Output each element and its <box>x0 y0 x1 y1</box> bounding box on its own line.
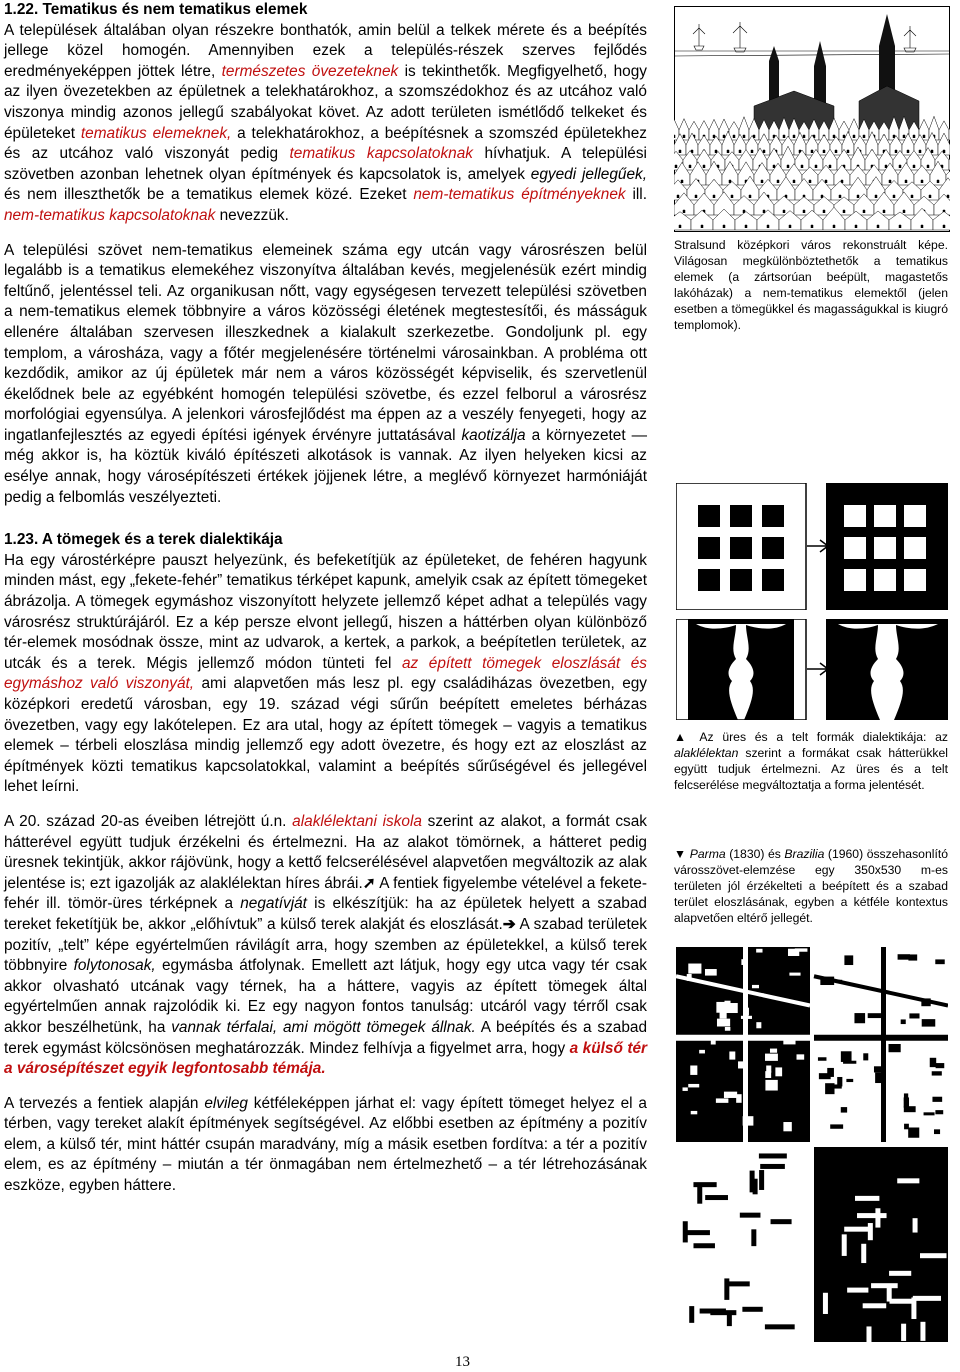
parma-brazilia-maps-figure <box>676 947 948 1342</box>
paragraph-design-approach: A tervezés a fentiek alapján elvileg kétféleképpen járhat el: vagy épített tömeget helyez el a térben, vagy tereket alakít építmények segítségével. Az előbbi esetben az építmény a pozitív elem, a külső tér, mint háttér csupán maradvány, míg a másik esetben fordítva: a tér a pozitív elem, es az építmény – miután a tér önmagában nem értelmezhető – a tér létrehozásának eszköze, egyben háttere. <box>4 1094 647 1195</box>
section-heading-1-22: 1.22. Tematikus és nem tematikus elemek <box>4 1 308 18</box>
gestalt-caption: ▲ Az üres és a telt formák dialektikája: az alaklélektan szerint a formákat csak hátterükkel együtt tudjuk értelmezni. Az üres és a telt felcserélése megváltoztatja a forma jelentését. <box>674 730 948 792</box>
paragraph-non-thematic: A települési szövet nem-tematikus elemeinek száma egy utcán vagy városrészen belül legalább is a tematikus elemekéhez viszonyítva általában kevés, megjelenésük ezért mindig feltűnő, jelentéssel teli. Az organikusan nőtt, vagy egységesen tervezett települési szövetben a nem-tematikus elemek többnyire a város közösségi életének megtestesítői, és másságuk ellenére általában szervesen illeszkednek a kialakult szerkezetbe. Gondoljunk pl. egy templom, a városháza, vagy a főtér megjelenésére történelmi városainkban. A probléma ott kezdődik, amikor az új épületek már nem a város közösségét képviselik, és szervetlenül ékelődnek bele az egyébként homogén települési szövetbe, és ezzel felborul a városrész morfológiai egyensúlya. A jelenkori városfejlődést ma éppen az a veszély fenyegeti, hogy az ingatlanfejlesztés az egyedi építési igények érvényre juttatásával kaotizálja a környezetet — még akkor is, ha köztük kiváló építészeti alkotások is vannak. Az ilyen helyeken kicsi az esélye annak, hogy városépítészeti értékek jöjjenek létre, a meglévő környezet harmóniáját pedig a felbomlás veszélyezteti. <box>4 241 647 506</box>
figure-ground-squares-figure <box>676 483 948 610</box>
stralsund-engraving-figure <box>674 6 950 232</box>
page-number: 13 <box>455 1354 470 1370</box>
section-heading-1-23: 1.23. A tömegek és a terek dialektikája <box>4 531 283 549</box>
paragraph-gestalt: A 20. század 20-as éveiben létrejött ú.n. alaklélektani iskola szerint az alakot, a formát csak hátterével együtt tudjuk érzékelni és értelmezni. Ha az alakot tömörnek, a hátteret pedig üresnek tekintjük, akkor rájövünk, hogy a kettő felcserélésével alapvetően megváltozik az alak jelentése is; ezt igazolják az alaklélektan híres ábrái.➚ A fentiek figyelembe vételével a fekete-fehér ill. tömör-üres térképnek a negatívját is elkészítjük: ha az épületek helyett a szabad tereket feketítjük be, akkor „előhívtuk” a külső terek alakját és eloszlását.➔ A szabad területek pozitív, „telt” képe egyértelműen rávilágít arra, hogy szemben az épületekkel, a külső terek többnyire folytonosak, egymásba átfolynak. Emellett azt látjuk, hogy egy utca vagy tér csak akkor olvasható utcának vagy térnek, ha a háttere, vagyis az épített tömegek által egyértelműen annak rajzolódik ki. Ez egy nagyon fontos tanulság: utcáról vagy térről csak akkor beszélhetünk, ha vannak térfalai, ami mögött tömegek állnak. A beépítés és a szabad terek egymást kölcsönösen meghatározzák. Mindez felhívja a figyelmet arra, hogy a külső tér a városépítészet egyik legfontosabb témája. <box>4 812 648 1078</box>
parma-brazilia-caption: ▼ Parma (1830) és Brazilia (1960) összehasonlító városszövet-elemzése egy 350x530 m-es területen jól érzékelteti a beépített és a szabad terület eloszlásának, egyben a kétféle kontextus alapvetően eltérő jellegét. <box>674 847 948 925</box>
paragraph-masses-map: Ha egy várostérképre pauszt helyezünk, és befeketítjük az épületeket, de fehéren hagyunk minden mást, egy „fekete-fehér” tematikus térképet kapunk, amelyik csak az épített tömegeket ábrázolja. A tömegek egymáshoz viszonyított helyzete jellemző képet adhat a település vagy városrész struktúrájáról. Ez a kép persze elvont jellegű, hiszen a háttérben olyan különböző tér-elemek mosódnak össze, mint az udvarok, a kertek, a parkok, a beépítetlen területek, az utcák és a terek. Mégis jellemző módon tünteti fel az épített tömegek eloszlását és egymáshoz való viszonyát, ami alapvetően más lesz pl. egy családiházas övezetben, egy középkori eredetű városban, egy 19. század végi sűrűn beépített emeletes bérházas övezetben, vagy egy lakótelepen. Ez ara utal, hogy az épített tömegek – vagyis a tematikus elemek – térbeli eloszlása mindig jellemző egy adott övezetre, és hogy ezt az eloszlást az építmények közti tematikus kapcsolatokkal, valamint a beépítés sűrűségével és jellegével lehet leírni. <box>4 551 648 796</box>
paragraph-thematic-elements: A települések általában olyan részekre bonthatók, amin belül a telkek mérete és a beépítés jellege közel homogén. Amennyiben ezek a település-részek szerves fejlődés eredményeképpen jöttek létre, természetes övezeteknek is tekinthetők. Megfigyelhető, hogy az ilyen övezetekben az épületnek a telekhatárokhoz, a szomszédokhoz és az utcához való viszonya mindig azonos jellegű szabályokat követ. Az adott területen ismétlődő telkeket és épületeket tematikus elemeknek, a telekhatárokhoz, a beépítésnek a szomszéd épületekhez és az utcához való viszonyát pedig tematikus kapcsolatoknak hívhatjuk. A települési szövetben azonban lehetnek olyan építmények és kapcsolatok is, amelyek egyedi jellegűek, és nem illeszthetők be a tematikus elemek közé. Ezeket nem-tematikus építményeknek ill. nem-tematikus kapcsolatoknak nevezzük. <box>4 21 648 224</box>
arrow-up-right-icon: ➚ <box>362 874 376 892</box>
rubin-vase-figure <box>676 619 948 720</box>
arrow-right-icon: ➔ <box>502 915 516 933</box>
main-column <box>4 0 647 1197</box>
stralsund-caption: Stralsund középkori város rekonstruált képe. Világosan megkülönböztethetők a tematikus elemek (a zártsorúan beépült, magastetős lakóházak) a nem-tematikus elemektől (jelen esetben a tömegükkel és magasságukkal is kiugró templomok). <box>674 238 948 332</box>
